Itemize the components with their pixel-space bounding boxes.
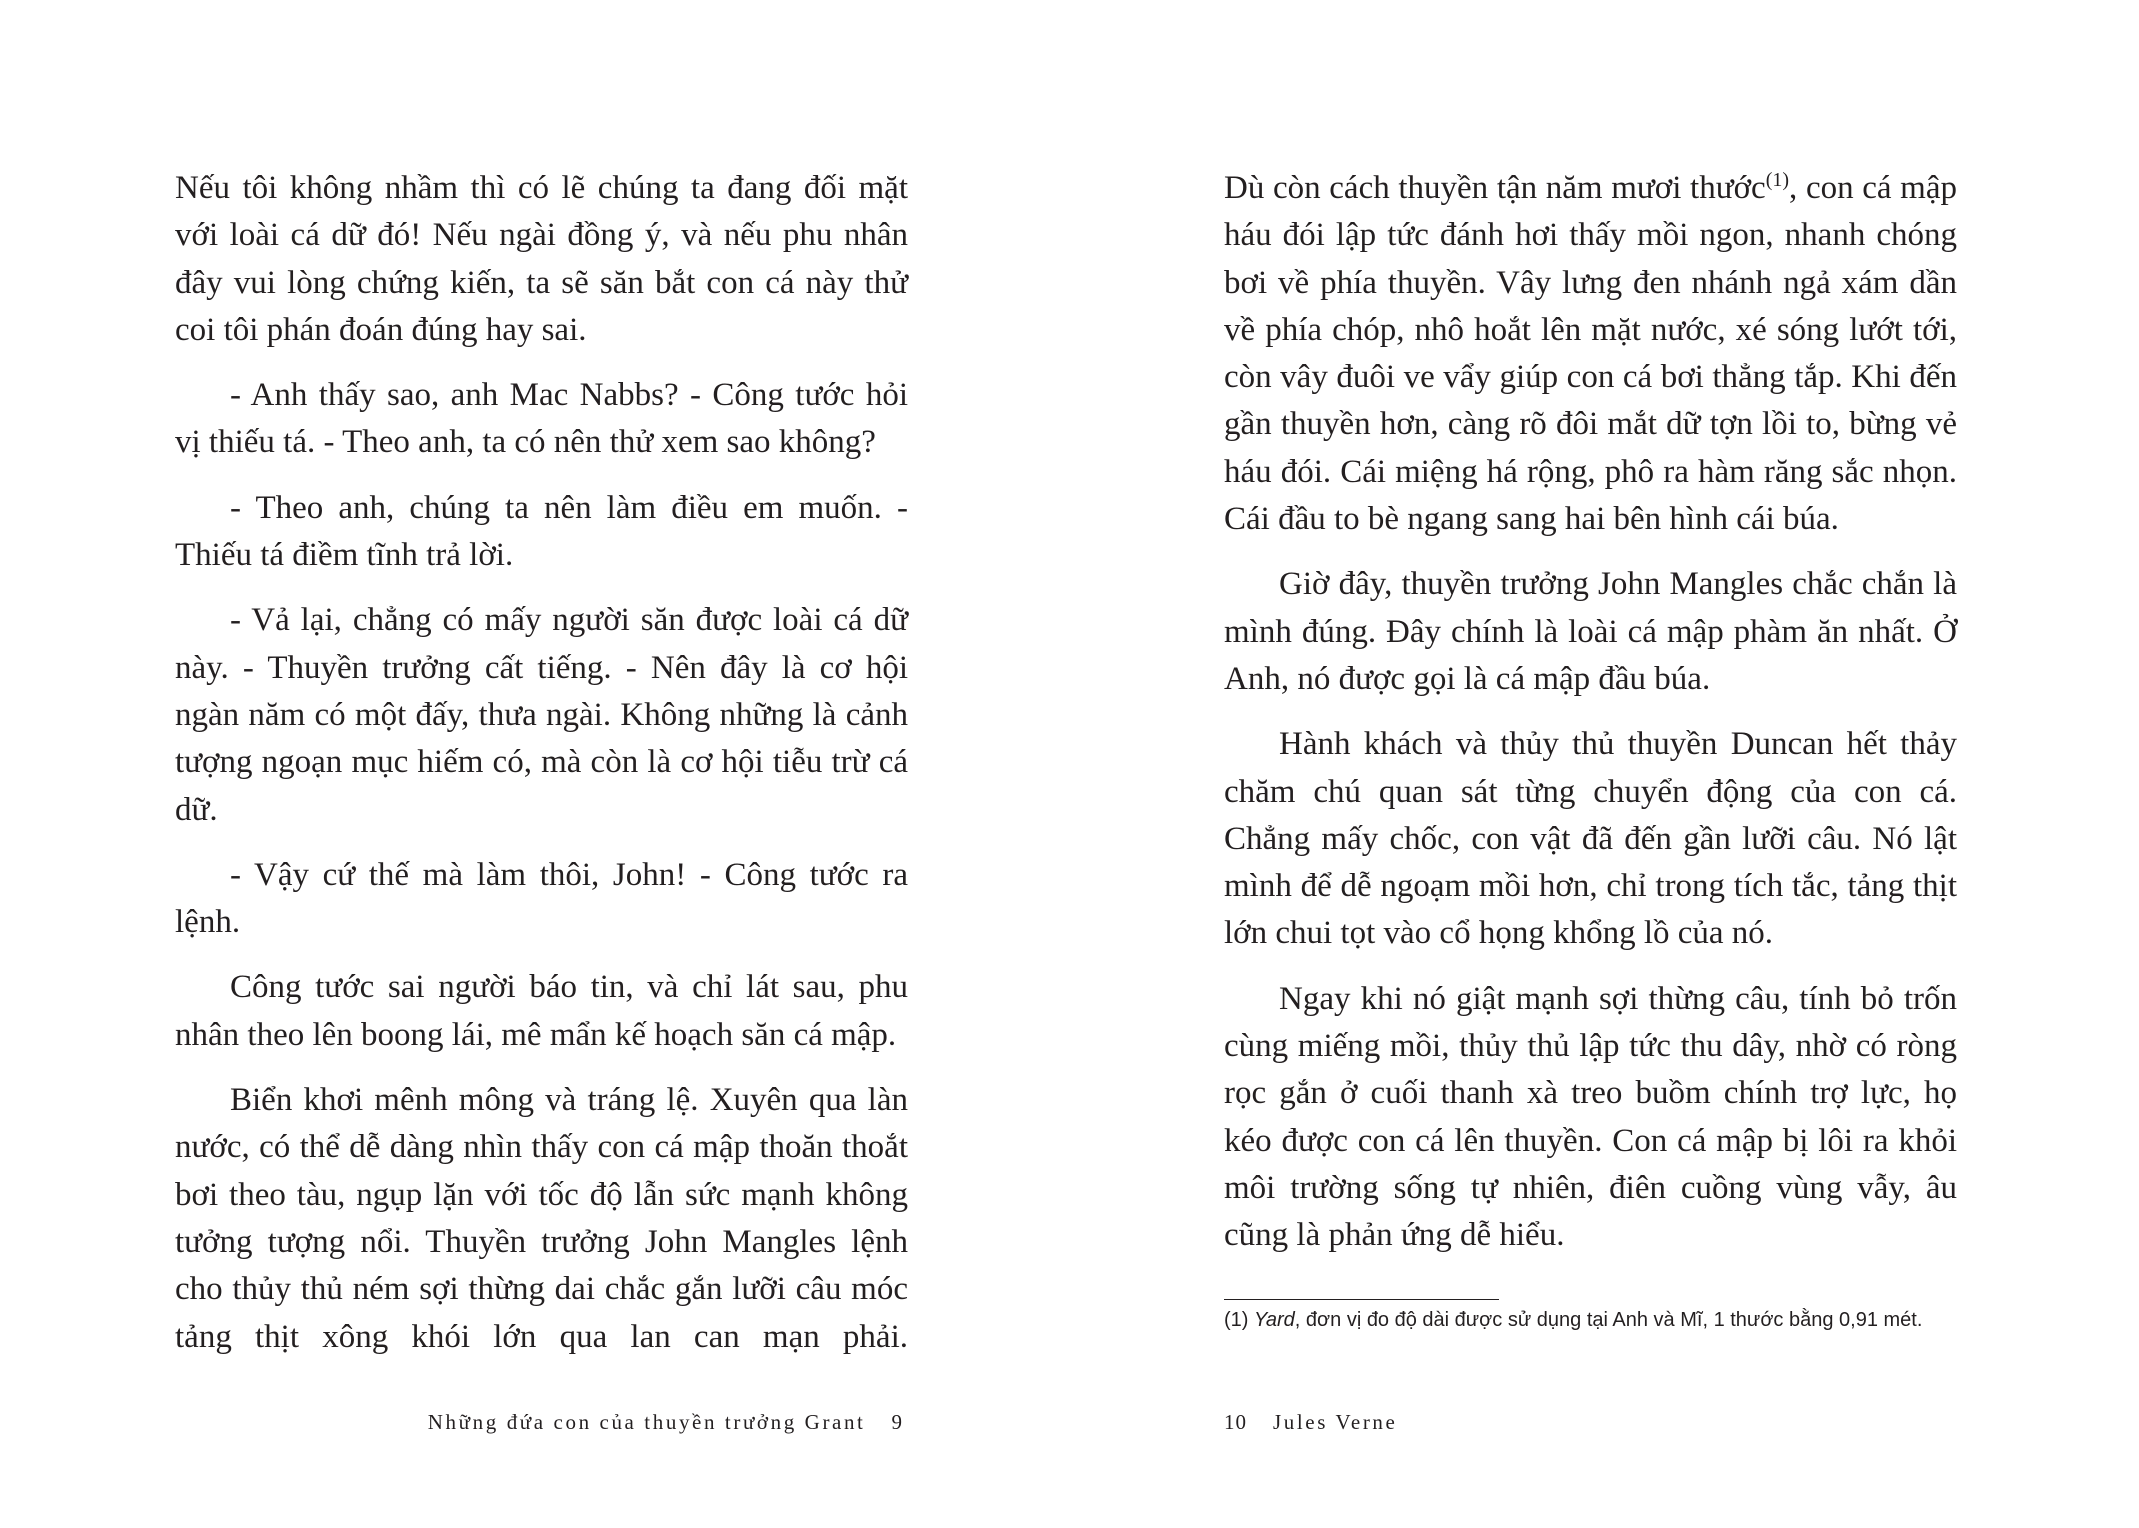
footnote-text: , đơn vị đo độ dài được sử dụng tại Anh và Mĩ, 1 thước bằng 0,91 mét. (1294, 1309, 1923, 1331)
right-running-footer (1224, 1407, 1397, 1437)
left-page-body (175, 165, 908, 1379)
right-page-body (1224, 165, 1957, 1278)
footnote-term: Yard (1254, 1309, 1295, 1331)
right-paragraph-4: Ngay khi nó giật mạnh sợi thừng câu, tính bỏ trốn cùng miếng mồi, thủy thủ lập tức thu dây, nhờ có ròng rọc gắn ở cuối thanh xà treo buồm chính trợ lực, họ kéo được con cá lên thuyền. Con cá mập bị lôi ra khỏi môi trường sống tự nhiên, điên cuồng vùng vẫy, âu cũng là phản ứng dễ hiểu. (1224, 980, 1957, 1254)
left-paragraph-4: - Vả lại, chẳng có mấy người săn được loài cá dữ này. - Thuyền trưởng cất tiếng. - Nên đây là cơ hội ngàn năm có một đấy, thưa ngài. Không những là cảnh tượng ngoạn mục hiếm có, mà còn là cơ hội tiễu trừ cá dữ. (175, 602, 908, 828)
left-paragraph-5: - Vậy cứ thế mà làm thôi, John! - Công tước ra lệnh. (175, 856, 908, 941)
footnote (1224, 1306, 1984, 1334)
left-paragraph-6: Công tước sai người báo tin, và chỉ lát sau, phu nhân theo lên boong lái, mê mẩn kế hoạch săn cá mập. (175, 969, 908, 1053)
left-page (0, 0, 1069, 1528)
left-paragraph-2: - Anh thấy sao, anh Mac Nabbs? - Công tước hỏi vị thiếu tá. - Theo anh, ta có nên thử xem sao không? (175, 377, 908, 461)
footnote-number: (1) (1224, 1309, 1249, 1331)
right-page (1069, 0, 2139, 1528)
right-paragraph-2: Giờ đây, thuyền trưởng John Mangles chắc chắn là mình đúng. Đây chính là loài cá mập phàm ăn nhất. Ở Anh, nó được gọi là cá mập đầu búa. (1224, 566, 1957, 697)
right-paragraph-3: Hành khách và thủy thủ thuyền Duncan hết thảy chăm chú quan sát từng chuyển động của con cá. Chẳng mấy chốc, con vật đã đến gần lưỡi câu. Nó lật mình để dễ ngoạm mồi hơn, chỉ trong tích tắc, tảng thịt lớn chui tọt vào cổ họng khổng lồ của nó. (1224, 726, 1957, 952)
page-number-left: 9 (891, 1410, 903, 1434)
left-paragraph-3: - Theo anh, chúng ta nên làm điều em muốn. - Thiếu tá điềm tĩnh trả lời. (175, 489, 908, 574)
left-running-footer (428, 1407, 903, 1437)
page-number-right: 10 (1224, 1410, 1247, 1434)
right-paragraph-1 (1224, 165, 1957, 543)
footnote-reference: (1) (1765, 169, 1790, 191)
book-title: Những đứa con của thuyền trưởng Grant (427, 1410, 866, 1434)
right-paragraph-1-start: Dù còn cách thuyền tận năm mươi thước (1224, 170, 1766, 206)
left-paragraph-1: Nếu tôi không nhầm thì có lẽ chúng ta đang đối mặt với loài cá dữ đó! Nếu ngài đồng ý, và nếu phu nhân đây vui lòng chứng kiến, ta sẽ săn bắt con cá này thử coi tôi phán đoán đúng hay sai. (175, 170, 908, 348)
left-paragraph-7: Biển khơi mênh mông và tráng lệ. Xuyên qua làn nước, có thể dễ dàng nhìn thấy con cá mập thoăn thoắt bơi theo tàu, ngụp lặn với tốc độ lẫn sức mạnh không tưởng tượng nổi. Thuyền trưởng John Mangles lệnh cho thủy thủ ném sợi thừng dai chắc gắn lưỡi câu móc tảng thịt xông khói lớn qua lan can mạn phải. (175, 1082, 908, 1355)
right-paragraph-1-rest: , con cá mập háu đói lập tức đánh hơi thấy mồi ngon, nhanh chóng bơi về phía thuyền. Vây lưng đen nhánh ngả xám dần về phía chóp, nhô hoắt lên mặt nước, xé sóng lướt tới, còn vây đuôi ve vẩy giúp con cá bơi thẳng tắp. Khi đến gần thuyền hơn, càng rõ đôi mắt dữ tợn lồi to, bừng vẻ háu đói. Cái miệng há rộng, phô ra hàm răng sắc nhọn. Cái đầu to bè ngang sang hai bên hình cái búa. (1224, 170, 1957, 538)
author-name: Jules Verne (1273, 1410, 1398, 1434)
footnote-divider (1224, 1299, 1499, 1300)
